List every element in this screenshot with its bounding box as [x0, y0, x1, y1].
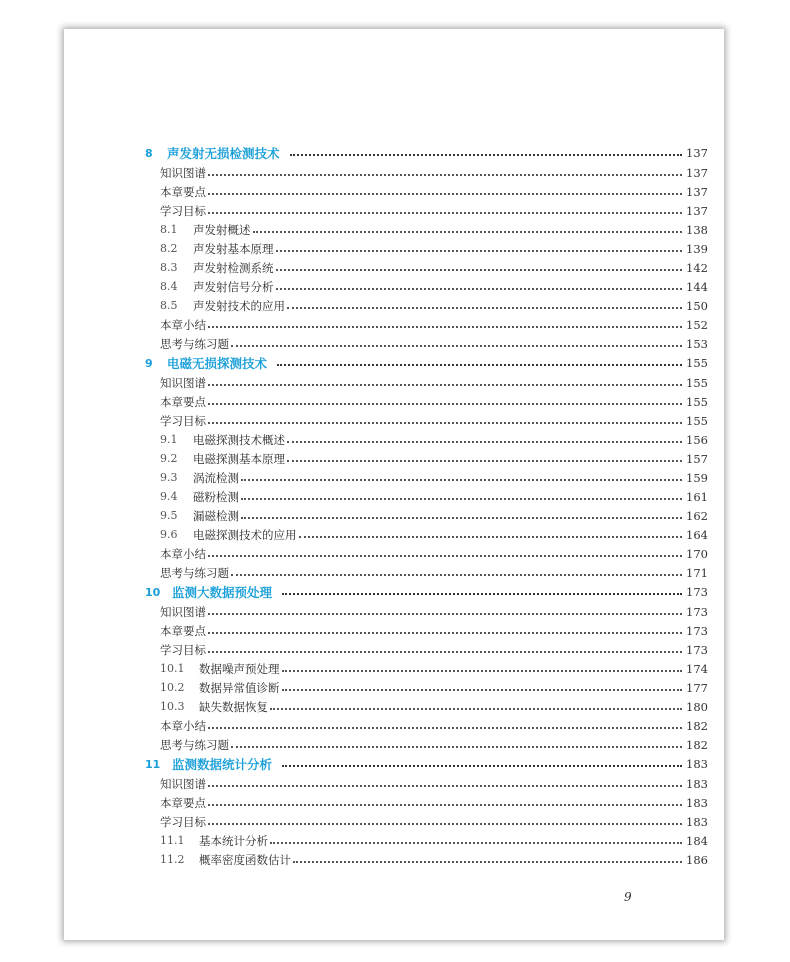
toc-entry[interactable] — [160, 239, 706, 258]
chapter-heading[interactable] — [145, 754, 706, 774]
entry-title: 本章要点 — [160, 623, 206, 638]
dot-leader — [208, 212, 682, 214]
entry-page-number: 152 — [686, 317, 708, 332]
toc-entry[interactable] — [160, 411, 706, 430]
dot-leader — [276, 269, 683, 271]
chapter-heading[interactable] — [145, 353, 706, 373]
dot-leader — [231, 746, 682, 748]
dot-leader — [231, 574, 682, 576]
entry-title: 电磁探测基本原理 — [193, 451, 285, 466]
entry-title: 知识图谱 — [160, 165, 206, 180]
chapter-heading[interactable] — [145, 582, 706, 602]
chapter-number: 8 — [145, 146, 153, 160]
document-page — [64, 29, 724, 940]
entry-title: 思考与练习题 — [160, 565, 229, 580]
entry-page-number: 170 — [686, 546, 708, 561]
toc-entry[interactable] — [160, 392, 706, 411]
page-number: 9 — [624, 890, 632, 904]
entry-page-number: 161 — [686, 489, 708, 504]
entry-title: 本章小结 — [160, 317, 206, 332]
entry-title: 声发射信号分析 — [193, 279, 274, 294]
table-of-contents — [145, 143, 708, 869]
toc-entry[interactable] — [160, 563, 706, 582]
section-number: 10.1 — [160, 662, 185, 675]
chapter-page-number: 183 — [686, 757, 708, 771]
chapter-number: 10 — [145, 585, 161, 599]
section-number: 9.6 — [160, 528, 178, 541]
section-number: 9.5 — [160, 509, 178, 522]
entry-page-number: 162 — [686, 508, 708, 523]
section-number: 9.3 — [160, 471, 178, 484]
dot-leader — [231, 345, 682, 347]
entry-page-number: 177 — [686, 680, 708, 695]
dot-leader — [276, 288, 683, 290]
entry-page-number: 150 — [686, 298, 708, 313]
entry-page-number: 155 — [686, 413, 708, 428]
toc-entry[interactable] — [160, 602, 706, 621]
entry-title: 数据噪声预处理 — [199, 661, 280, 676]
section-number: 8.5 — [160, 299, 178, 312]
chapter-title: 声发射无损检测技术 — [167, 146, 280, 161]
entry-page-number: 180 — [686, 699, 708, 714]
chapter-page-number: 155 — [686, 356, 708, 370]
entry-page-number: 138 — [686, 222, 708, 237]
section-number: 11.2 — [160, 853, 185, 866]
entry-title: 磁粉检测 — [193, 489, 239, 504]
dot-leader — [270, 708, 682, 710]
toc-entry[interactable] — [160, 525, 706, 544]
dot-leader — [299, 536, 683, 538]
toc-entry[interactable] — [160, 258, 706, 277]
dot-leader — [270, 842, 682, 844]
chapter-title: 电磁无损探测技术 — [167, 356, 268, 371]
entry-page-number: 183 — [686, 795, 708, 810]
toc-entry[interactable] — [160, 850, 706, 869]
entry-page-number: 164 — [686, 527, 708, 542]
toc-entry[interactable] — [160, 373, 706, 392]
dot-leader — [208, 403, 682, 405]
entry-page-number: 171 — [686, 565, 708, 580]
entry-title: 概率密度函数估计 — [199, 852, 291, 867]
toc-entry[interactable] — [160, 831, 706, 850]
toc-entry[interactable] — [160, 774, 706, 793]
chapter-number: 9 — [145, 356, 153, 370]
toc-entry[interactable] — [160, 793, 706, 812]
toc-entry[interactable] — [160, 716, 706, 735]
entry-title: 学习目标 — [160, 814, 206, 829]
entry-title: 声发射概述 — [193, 222, 251, 237]
chapter-title: 监测数据统计分析 — [172, 757, 273, 772]
toc-entry[interactable] — [160, 315, 706, 334]
entry-title: 学习目标 — [160, 642, 206, 657]
chapter-title: 监测大数据预处理 — [172, 585, 273, 600]
section-number: 8.4 — [160, 280, 178, 293]
entry-page-number: 184 — [686, 833, 708, 848]
section-number: 10.2 — [160, 681, 185, 694]
section-number: 9.1 — [160, 433, 178, 446]
section-number: 8.3 — [160, 261, 178, 274]
entry-page-number: 137 — [686, 165, 708, 180]
toc-entry[interactable] — [160, 812, 706, 831]
section-number: 8.1 — [160, 223, 178, 236]
dot-leader — [241, 498, 682, 500]
entry-page-number: 139 — [686, 241, 708, 256]
entry-page-number: 144 — [686, 279, 708, 294]
entry-page-number: 137 — [686, 184, 708, 199]
entry-title: 基本统计分析 — [199, 833, 268, 848]
toc-entry[interactable] — [160, 220, 706, 239]
entry-page-number: 137 — [686, 203, 708, 218]
dot-leader — [282, 670, 683, 672]
dot-leader — [241, 517, 682, 519]
entry-title: 学习目标 — [160, 413, 206, 428]
section-number: 11.1 — [160, 834, 185, 847]
toc-entry[interactable] — [160, 697, 706, 716]
toc-entry[interactable] — [160, 182, 706, 201]
toc-entry[interactable] — [160, 544, 706, 563]
toc-entry[interactable] — [160, 430, 706, 449]
dot-leader — [282, 593, 682, 595]
dot-leader — [208, 384, 682, 386]
dot-leader — [208, 804, 682, 806]
section-number: 8.2 — [160, 242, 178, 255]
dot-leader — [287, 441, 682, 443]
dot-leader — [287, 460, 682, 462]
toc-entry[interactable] — [160, 449, 706, 468]
section-number: 9.4 — [160, 490, 178, 503]
entry-page-number: 153 — [686, 336, 708, 351]
toc-entry[interactable] — [160, 468, 706, 487]
entry-page-number: 183 — [686, 776, 708, 791]
section-number: 10.3 — [160, 700, 185, 713]
toc-entry[interactable] — [160, 334, 706, 353]
entry-title: 电磁探测技术概述 — [193, 432, 285, 447]
dot-leader — [208, 727, 682, 729]
entry-title: 本章要点 — [160, 394, 206, 409]
dot-leader — [241, 479, 682, 481]
chapter-number: 11 — [145, 757, 161, 771]
entry-page-number: 142 — [686, 260, 708, 275]
section-number: 9.2 — [160, 452, 178, 465]
entry-title: 本章小结 — [160, 718, 206, 733]
entry-title: 知识图谱 — [160, 375, 206, 390]
dot-leader — [208, 193, 682, 195]
entry-title: 涡流检测 — [193, 470, 239, 485]
dot-leader — [208, 651, 682, 653]
entry-title: 声发射检测系统 — [193, 260, 274, 275]
entry-title: 声发射技术的应用 — [193, 298, 285, 313]
dot-leader — [290, 154, 682, 156]
entry-title: 本章要点 — [160, 184, 206, 199]
dot-leader — [208, 632, 682, 634]
toc-entry[interactable] — [160, 201, 706, 220]
toc-entry[interactable] — [160, 621, 706, 640]
entry-title: 声发射基本原理 — [193, 241, 274, 256]
toc-entry[interactable] — [160, 277, 706, 296]
toc-entry[interactable] — [160, 659, 706, 678]
entry-title: 思考与练习题 — [160, 336, 229, 351]
entry-title: 缺失数据恢复 — [199, 699, 268, 714]
entry-page-number: 173 — [686, 642, 708, 657]
entry-title: 学习目标 — [160, 203, 206, 218]
dot-leader — [293, 861, 682, 863]
toc-entry[interactable] — [160, 735, 706, 754]
entry-title: 本章要点 — [160, 795, 206, 810]
entry-page-number: 173 — [686, 623, 708, 638]
entry-page-number: 173 — [686, 604, 708, 619]
toc-entry[interactable] — [160, 296, 706, 315]
entry-page-number: 174 — [686, 661, 708, 676]
dot-leader — [208, 823, 682, 825]
entry-title: 思考与练习题 — [160, 737, 229, 752]
entry-title: 漏磁检测 — [193, 508, 239, 523]
chapter-heading[interactable] — [145, 143, 706, 163]
entry-page-number: 183 — [686, 814, 708, 829]
dot-leader — [282, 765, 682, 767]
entry-page-number: 182 — [686, 737, 708, 752]
entry-page-number: 156 — [686, 432, 708, 447]
dot-leader — [208, 422, 682, 424]
dot-leader — [282, 689, 683, 691]
dot-leader — [277, 364, 682, 366]
entry-page-number: 155 — [686, 394, 708, 409]
entry-title: 电磁探测技术的应用 — [193, 527, 297, 542]
chapter-page-number: 137 — [686, 146, 708, 160]
entry-page-number: 157 — [686, 451, 708, 466]
entry-title: 知识图谱 — [160, 604, 206, 619]
entry-title: 本章小结 — [160, 546, 206, 561]
dot-leader — [208, 613, 682, 615]
entry-page-number: 155 — [686, 375, 708, 390]
entry-page-number: 186 — [686, 852, 708, 867]
entry-title: 数据异常值诊断 — [199, 680, 280, 695]
toc-entry[interactable] — [160, 678, 706, 697]
entry-page-number: 159 — [686, 470, 708, 485]
dot-leader — [208, 785, 682, 787]
toc-entry[interactable] — [160, 506, 706, 525]
dot-leader — [276, 250, 683, 252]
dot-leader — [287, 307, 682, 309]
toc-entry[interactable] — [160, 640, 706, 659]
entry-title: 知识图谱 — [160, 776, 206, 791]
toc-entry[interactable] — [160, 487, 706, 506]
dot-leader — [253, 231, 683, 233]
dot-leader — [208, 555, 682, 557]
chapter-page-number: 173 — [686, 585, 708, 599]
toc-entry[interactable] — [160, 163, 706, 182]
dot-leader — [208, 326, 682, 328]
entry-page-number: 182 — [686, 718, 708, 733]
dot-leader — [208, 174, 682, 176]
